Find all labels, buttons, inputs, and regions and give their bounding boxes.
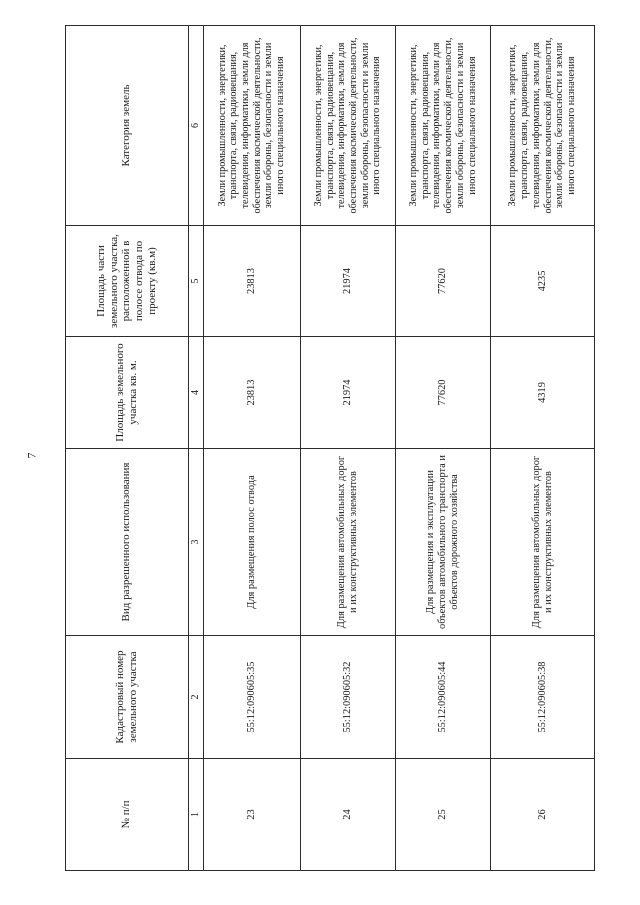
header-cell-cadastral: Кадастровый номер земельного участка (66, 636, 189, 759)
land-plots-table-container (65, 26, 595, 871)
table-row (203, 26, 300, 871)
column-number: 2 (188, 636, 203, 759)
plot-area: 77620 (396, 337, 491, 449)
land-category: Земли промышленности, энергетики, транспорта, связи, радиовещания, телевидения, информатики, земли для обеспечения космической деятельности, земли обороны, безопасности и земли иного специального назначения (491, 26, 595, 226)
plot-area: 4319 (491, 337, 595, 449)
column-number: 6 (188, 26, 203, 226)
column-number-row (188, 26, 203, 871)
plot-area: 23813 (203, 337, 300, 449)
row-number: 25 (396, 759, 491, 871)
column-number: 1 (188, 759, 203, 871)
header-cell-area-part: Площадь части земельного участка, расположенной в полосе отвода по проекту (кв.м) (66, 226, 189, 337)
row-number: 23 (203, 759, 300, 871)
header-cell-category: Категория земель (66, 26, 189, 226)
row-number: 26 (491, 759, 595, 871)
page-number-text: 7 (24, 452, 39, 458)
cadastral-number: 55:12:090605:32 (300, 636, 395, 759)
permitted-use: Для размещения полос отвода (203, 449, 300, 636)
plot-area-part: 4235 (491, 226, 595, 337)
plot-area-part: 23813 (203, 226, 300, 337)
land-category: Земли промышленности, энергетики, транспорта, связи, радиовещания, телевидения, информатики, земли для обеспечения космической деятельности, земли обороны, безопасности и земли иного специального назначения (203, 26, 300, 226)
table-row (300, 26, 395, 871)
column-number: 4 (188, 337, 203, 449)
cadastral-number: 55:12:090605:35 (203, 636, 300, 759)
land-category: Земли промышленности, энергетики, транспорта, связи, радиовещания, телевидения, информатики, земли для обеспечения космической деятельности, земли обороны, безопасности и земли иного специального назначения (396, 26, 491, 226)
row-number: 24 (300, 759, 395, 871)
land-category: Земли промышленности, энергетики, транспорта, связи, радиовещания, телевидения, информатики, земли для обеспечения космической деятельности, земли обороны, безопасности и земли иного специального назначения (300, 26, 395, 226)
header-cell-number: № п/п (66, 759, 189, 871)
header-cell-area: Площадь земельного участка кв. м. (66, 337, 189, 449)
permitted-use: Для размещения автомобильных дорог и их конструктивных элементов (300, 449, 395, 636)
plot-area-part: 21974 (300, 226, 395, 337)
permitted-use: Для размещения и эксплуатации объектов автомобильного транспорта и объектов дорожного хозяйства (396, 449, 491, 636)
header-cell-use: Вид разрешенного использования (66, 449, 189, 636)
plot-area: 21974 (300, 337, 395, 449)
page-number (24, 440, 40, 470)
permitted-use: Для размещения автомобильных дорог и их конструктивных элементов (491, 449, 595, 636)
land-plots-table (65, 25, 595, 871)
cadastral-number: 55:12:090605:38 (491, 636, 595, 759)
column-number: 3 (188, 449, 203, 636)
table-row (491, 26, 595, 871)
header-row (66, 26, 189, 871)
plot-area-part: 77620 (396, 226, 491, 337)
cadastral-number: 55:12:090605:44 (396, 636, 491, 759)
column-number: 5 (188, 226, 203, 337)
table-row (396, 26, 491, 871)
